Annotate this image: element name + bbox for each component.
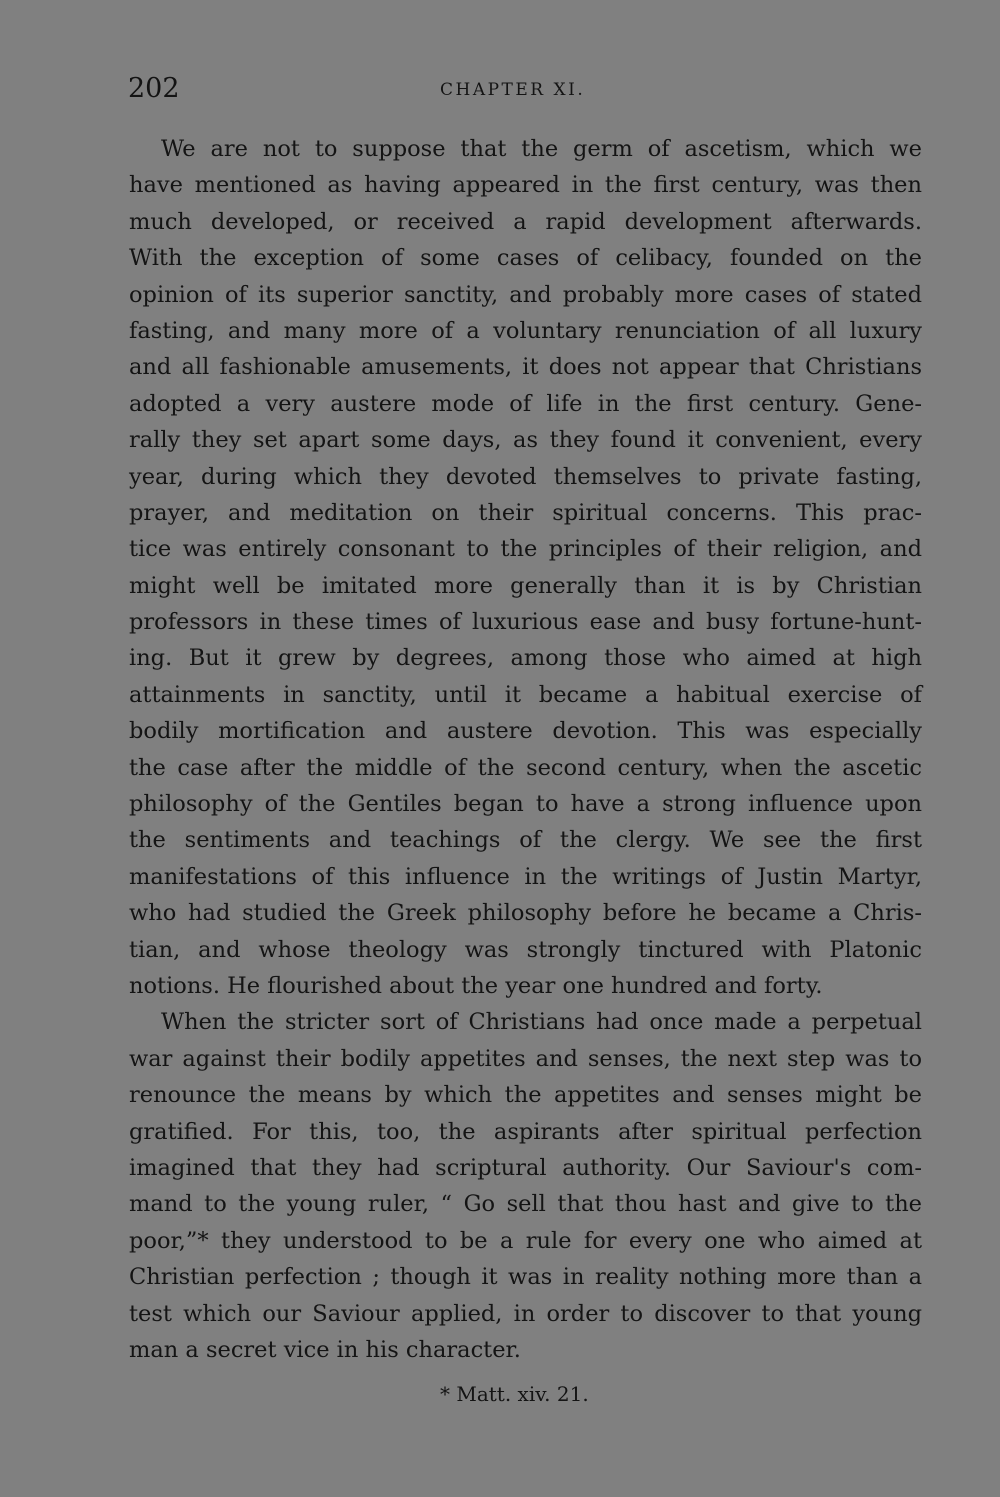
text-line: fasting, and many more of a voluntary renunciation of all luxury — [129, 317, 922, 344]
text-line: renounce the means by which the appetites and senses might be — [129, 1082, 922, 1109]
text-line: With the exception of some cases of celibacy, founded on the — [129, 245, 922, 272]
page-number: 202 — [128, 73, 180, 104]
text-line: tian, and whose theology was strongly tinctured with Platonic — [129, 936, 922, 963]
text-line: notions. He flourished about the year one hundred and forty. — [129, 972, 823, 999]
paragraph — [129, 131, 922, 1004]
running-head: CHAPTER XI. — [440, 80, 586, 100]
text-line: When the stricter sort of Christians had once made a perpetual — [161, 1009, 922, 1036]
paragraph — [129, 1004, 922, 1368]
text-line: gratified. For this, too, the aspirants after spiritual perfection — [129, 1118, 922, 1145]
body-text — [129, 131, 922, 1368]
text-line: ing. But it grew by degrees, among those who aimed at high — [129, 645, 922, 672]
text-line: might well be imitated more generally than it is by Christian — [129, 572, 922, 599]
text-line: test which our Saviour applied, in order to discover to that young — [129, 1300, 922, 1327]
text-line: the sentiments and teachings of the clergy. We see the first — [129, 827, 922, 854]
footnote: * Matt. xiv. 21. — [440, 1382, 589, 1406]
text-line: We are not to suppose that the germ of ascetism, which we — [161, 136, 922, 162]
text-line: much developed, or received a rapid development afterwards. — [129, 208, 922, 235]
text-line: imagined that they had scriptural authority. Our Saviour's com- — [129, 1154, 922, 1181]
text-line: opinion of its superior sanctity, and probably more cases of stated — [129, 281, 922, 308]
text-line: have mentioned as having appeared in the first century, was then — [129, 172, 922, 199]
text-line: adopted a very austere mode of life in the first century. Gene- — [129, 390, 922, 417]
text-line: attainments in sanctity, until it became a habitual exercise of — [129, 681, 922, 708]
text-line: man a secret vice in his character. — [129, 1336, 521, 1363]
text-line: manifestations of this influence in the writings of Justin Martyr, — [129, 863, 922, 890]
text-line: war against their bodily appetites and senses, the next step was to — [129, 1045, 922, 1072]
text-line: who had studied the Greek philosophy before he became a Chris- — [129, 900, 922, 927]
text-line: poor,”* they understood to be a rule for every one who aimed at — [129, 1227, 922, 1254]
text-line: and all fashionable amusements, it does not appear that Christians — [129, 354, 922, 381]
text-line: professors in these times of luxurious ease and busy fortune-hunt- — [129, 609, 922, 636]
text-line: year, during which they devoted themselves to private fasting, — [129, 463, 922, 490]
text-line: Christian perfection ; though it was in reality nothing more than a — [129, 1264, 922, 1291]
text-line: tice was entirely consonant to the principles of their religion, and — [129, 536, 922, 563]
text-line: philosophy of the Gentiles began to have a strong influence upon — [129, 791, 922, 818]
text-line: bodily mortification and austere devotion. This was especially — [129, 718, 922, 745]
text-line: mand to the young ruler, “ Go sell that thou hast and give to the — [129, 1191, 922, 1218]
text-line: the case after the middle of the second century, when the ascetic — [129, 754, 922, 781]
text-line: rally they set apart some days, as they found it convenient, every — [129, 427, 922, 454]
text-line: prayer, and meditation on their spiritual concerns. This prac- — [129, 499, 922, 526]
